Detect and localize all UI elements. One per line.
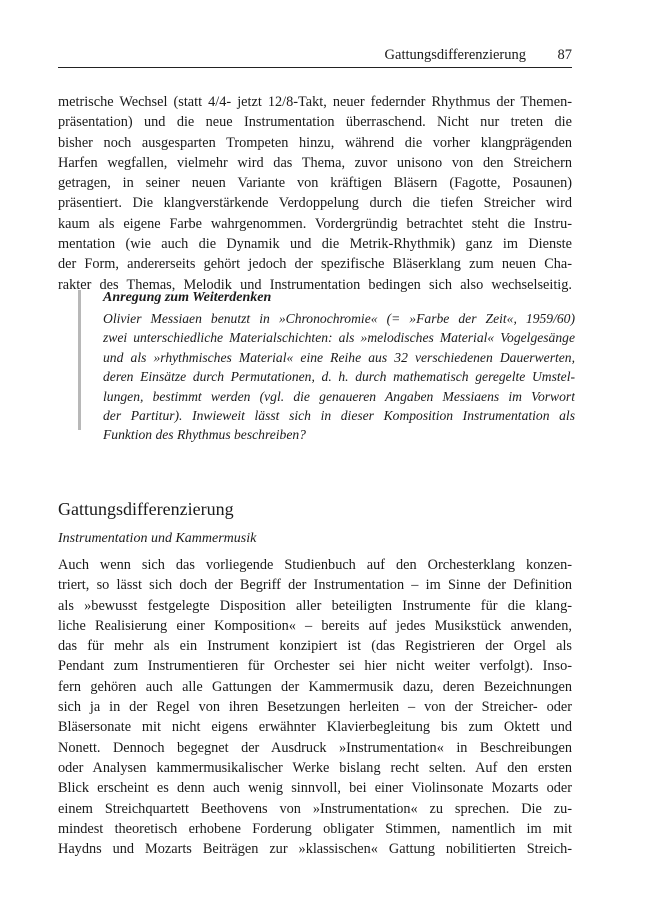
- box-line: der Partitur). Inwieweit lässt sich in dieser Komposition Instrumentation als: [103, 407, 575, 423]
- paragraph-line: triert, so lässt sich doch der Begriff der Instrumentation – im Sinne der Definition: [58, 577, 572, 594]
- paragraph-line: oder Analysen kammermusikalischer Werke bislang recht selten. Auf den ersten: [58, 759, 572, 776]
- section-subheading: Instrumentation und Kammermusik: [58, 531, 257, 546]
- box-line: Funktion des Rhythmus beschreiben?: [103, 427, 306, 443]
- paragraph-line: das für mehr als ein Instrument konzipiert ist (das Registrieren der Orgel als: [58, 638, 572, 655]
- paragraph-line: Harfen wegfallen, vielmehr wird das Thema, zuvor unisono von den Streichern: [58, 154, 572, 171]
- paragraph-line: mindest theoretisch erhobene Forderung obligater Stimmen, namentlich im mit: [58, 820, 572, 837]
- paragraph-line: Blick erscheint es denn auch wenig sinnvoll, bei einer Violinsonate Mozarts oder: [58, 780, 572, 797]
- box-line: Olivier Messiaen benutzt in »Chronochromie« (= »Farbe der Zeit«, 1959/60): [103, 311, 575, 326]
- body-paragraph-bottom: [58, 555, 572, 859]
- paragraph-line: fern gehören auch alle Gattungen der Kammermusik dazu, deren Bezeichnungen: [58, 678, 572, 695]
- paragraph-line: präsentiert. Die klangverstärkende Verdoppelung durch die tiefen Streicher wird: [58, 195, 572, 212]
- box-line: zwei unterschiedliche Materialschichten: als »melodisches Material« Vogelgesänge: [103, 330, 575, 346]
- paragraph-line: kaum als eigene Farbe wahrgenommen. Vordergründig betrachtet steht die Instru-: [58, 215, 572, 232]
- box-line: deren Einsätze durch Permutationen, d. h. durch mathematisch geregelte Umstel-: [103, 369, 575, 385]
- paragraph-line: bisher noch ausgesparten Trompeten hinzu, während die vorher klangprägenden: [58, 134, 572, 151]
- paragraph-line: sich ja in der Regel von ihren Besetzungen herleiten – von der Streicher- oder: [58, 699, 572, 716]
- paragraph-line: Nonett. Dennoch begegnet der Ausdruck »Instrumentation« in Beschreibungen: [58, 739, 572, 756]
- paragraph-line: mentation (wie auch die Dynamik und die Metrik-Rhythmik) ganz im Dienste: [58, 236, 572, 253]
- body-paragraph-top: [58, 92, 572, 295]
- paragraph-line: als »bewusst festgelegte Disposition aller beteiligten Instrumente für die klang-: [58, 597, 572, 614]
- running-header: [58, 47, 572, 68]
- box-text: [103, 309, 575, 445]
- paragraph-line: Bläsersonate mit nicht eigens erwähnter Klavierbegleitung bis zum Oktett und: [58, 719, 572, 736]
- box-line: und als »rhythmisches Material« eine Reihe aus 32 verschiedenen Dauerwerten,: [103, 349, 575, 365]
- paragraph-line: präsentation) und die neue Instrumentation überraschend. Nicht nur treten die: [58, 114, 572, 131]
- paragraph-line: liche Realisierung einer Komposition« – bereits auf jedes Musikstück anwenden,: [58, 617, 572, 634]
- box-line: lungen, bestimmt werden (vgl. die genaueren Angaben Messiaens im Vorwort: [103, 388, 575, 404]
- paragraph-line: Pendant zum Instrumentieren für Orchester sei hier nicht weiter verfolgt). Inso-: [58, 658, 572, 675]
- running-header-title: Gattungsdifferenzierung: [384, 47, 526, 63]
- paragraph-line: rakter des Themas, Melodik und Instrumentation bedingen sich also wechselseitig.: [58, 276, 572, 293]
- paragraph-line: der Form, andererseits gehört jedoch der spezifische Bläserklang zum neuen Cha-: [58, 256, 572, 273]
- box-title: Anregung zum Weiterdenken: [103, 290, 272, 305]
- thinking-prompt-box: [78, 290, 575, 443]
- paragraph-line: Haydns und Mozarts Beiträgen zur »klassischen« Gattung nobilitierten Streich-: [58, 841, 572, 858]
- paragraph-line: metrische Wechsel (statt 4/4- jetzt 12/8-Takt, neuer federnder Rhythmus der Themen-: [58, 94, 572, 110]
- page-number: 87: [557, 47, 572, 63]
- section-heading: Gattungsdifferenzierung: [58, 499, 234, 519]
- paragraph-line: Auch wenn sich das vorliegende Studienbuch auf den Orchesterklang konzen-: [58, 557, 572, 573]
- paragraph-line: getragen, in seiner neuen Variante von kräftigen Bläsern (Fagotte, Posaunen): [58, 175, 572, 192]
- paragraph-line: einem Streichquartett Beethovens von »Instrumentation« zu sprechen. Die zu-: [58, 800, 572, 817]
